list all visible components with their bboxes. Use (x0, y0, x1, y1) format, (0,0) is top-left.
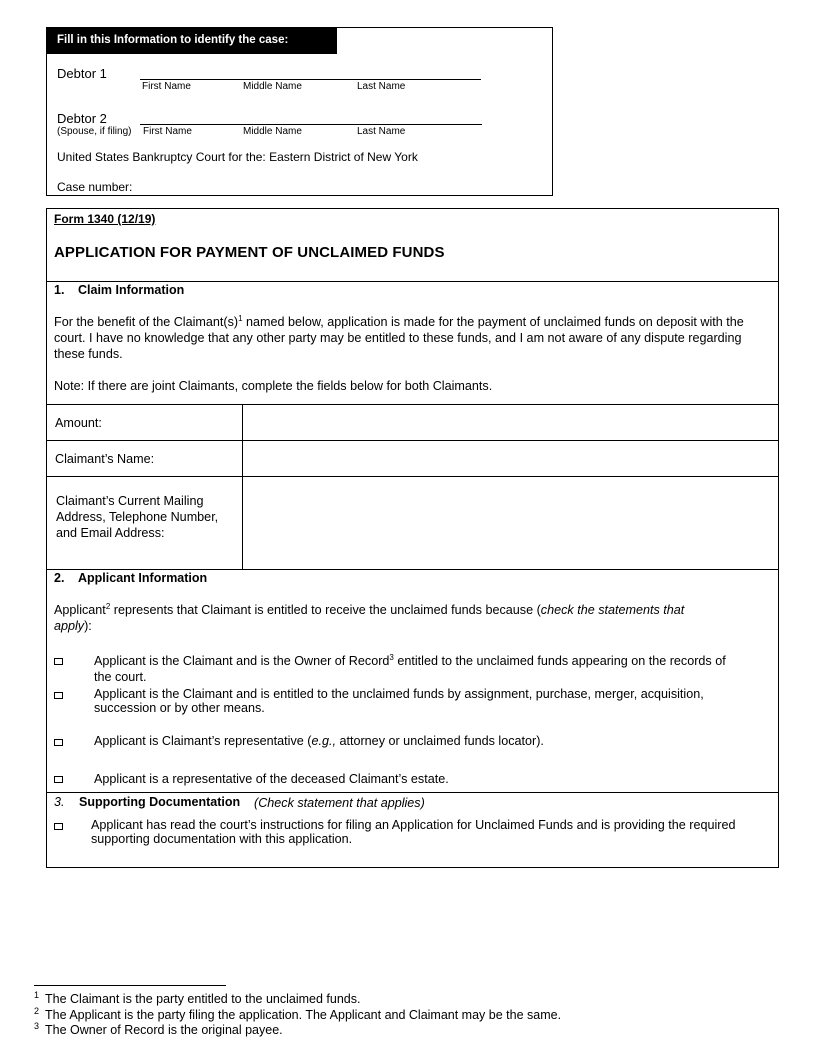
section1-note: Note: If there are joint Claimants, complete the fields below for both Claimants. (54, 379, 493, 393)
debtor1-label: Debtor 1 (57, 66, 107, 81)
section2-heading: Applicant Information (78, 571, 208, 585)
footnote-ref-3: 3 (389, 652, 394, 662)
representative-text-rest: attorney or unclaimed funds locator). (335, 734, 544, 748)
assignment-option (94, 687, 774, 715)
debtor2-first-name-label: First Name (143, 126, 192, 137)
section2-intro-middle: represents that Claimant is entitled to receive the unclaimed funds because ( (110, 603, 541, 617)
section1-paragraph-start: For the benefit of the Claimant(s) (54, 315, 239, 329)
owner-of-record-checkbox[interactable] (54, 658, 63, 665)
divider (46, 569, 779, 570)
supporting-docs-text: Applicant has read the court’s instructions for filing an Application for Unclaimed Funds and is providing the required (91, 818, 736, 832)
section2-intro-italic: check the statements that (540, 603, 685, 617)
claimant-address-label (56, 493, 241, 541)
section2-intro-italic-apply: apply (54, 619, 85, 633)
section1-paragraph-rest: named below, application is made for the payment of unclaimed funds on deposit with the court. I have no knowledge that any other party may be entitled to these funds, and I am not aware of any dispute regarding these funds. (54, 315, 744, 361)
case-number-label: Case number: (57, 180, 133, 194)
estate-representative-option: Applicant is a representative of the deceased Claimant’s estate. (94, 772, 449, 786)
debtor1-last-name-label: Last Name (357, 81, 406, 92)
claimant-address-field[interactable] (243, 477, 778, 569)
form-number: Form 1340 (12/19) (54, 212, 156, 226)
section1-paragraph (54, 314, 770, 362)
claimant-name-label: Claimant’s Name: (55, 452, 155, 466)
debtor1-middle-name-label: Middle Name (243, 81, 302, 92)
section2-intro (54, 602, 684, 618)
debtor1-first-name-label: First Name (142, 81, 191, 92)
owner-of-record-option (94, 653, 774, 685)
footnote-3-text: The Owner of Record is the original payee. (45, 1023, 283, 1037)
owner-of-record-text-rest: entitled to the unclaimed funds appearing on the records of (393, 654, 726, 668)
footnote-3-number: 3 (34, 1021, 40, 1031)
owner-of-record-text-line2: the court. (94, 670, 147, 684)
section1-heading: Claim Information (78, 283, 185, 297)
supporting-docs-checkbox[interactable] (54, 823, 63, 830)
claimant-address-label-line1: Claimant’s Current Mailing (56, 494, 204, 508)
amount-field[interactable] (243, 405, 778, 440)
section2-number: 2. (54, 571, 65, 585)
owner-of-record-text: Applicant is the Claimant and is the Owner of Record (94, 654, 390, 668)
footnote-1-text: The Claimant is the party entitled to the unclaimed funds. (45, 992, 361, 1006)
section2-intro-end: ): (84, 619, 92, 633)
court-label: United States Bankruptcy Court for the: Eastern District of New York (57, 150, 418, 164)
footnote-ref-2: 2 (105, 601, 111, 611)
section2-intro-line2 (54, 618, 92, 634)
section2-intro-start: Applicant (54, 603, 106, 617)
assignment-text-line2: succession or by other means. (94, 701, 265, 715)
footnote-2-text: The Applicant is the party filing the application. The Applicant and Claimant may be the same. (45, 1008, 562, 1022)
supporting-docs-text-line2: supporting documentation with this application. (91, 832, 353, 846)
claimant-address-label-line2: Address, Telephone Number, (56, 510, 219, 524)
amount-label: Amount: (55, 416, 102, 430)
claimant-name-field[interactable] (243, 441, 778, 476)
case-info-header: Fill in this Information to identify the case: (47, 28, 337, 54)
case-number-field[interactable] (140, 176, 480, 194)
footnote-2-number: 2 (34, 1006, 40, 1016)
footnote-1-number: 1 (34, 990, 40, 1000)
footnote-separator (34, 985, 226, 986)
debtor2-spouse-note: (Spouse, if filing) (57, 126, 132, 137)
section3-instruction: (Check statement that applies) (254, 796, 425, 810)
section3-number: 3. (54, 795, 65, 809)
representative-checkbox[interactable] (54, 739, 63, 746)
debtor2-last-name-label: Last Name (357, 126, 406, 137)
estate-representative-checkbox[interactable] (54, 776, 63, 783)
assignment-checkbox[interactable] (54, 692, 63, 699)
form-title: APPLICATION FOR PAYMENT OF UNCLAIMED FUNDS (54, 244, 445, 261)
divider (46, 281, 779, 282)
divider (46, 792, 779, 793)
debtor1-name-field[interactable] (140, 79, 481, 80)
footnote-ref-1: 1 (238, 313, 243, 323)
supporting-docs-option (91, 818, 777, 846)
representative-text-italic: e.g., (311, 734, 336, 748)
section1-number: 1. (54, 283, 65, 297)
claimant-address-label-line3: and Email Address: (56, 526, 165, 540)
debtor2-middle-name-label: Middle Name (243, 126, 302, 137)
representative-text: Applicant is Claimant’s representative ( (94, 734, 312, 748)
debtor2-name-field[interactable] (140, 124, 482, 125)
assignment-text: Applicant is the Claimant and is entitled to the unclaimed funds by assignment, purchase, merger, acquisition, (94, 687, 704, 701)
debtor2-label: Debtor 2 (57, 111, 107, 126)
representative-option (94, 733, 544, 749)
section3-heading: Supporting Documentation (79, 795, 241, 809)
